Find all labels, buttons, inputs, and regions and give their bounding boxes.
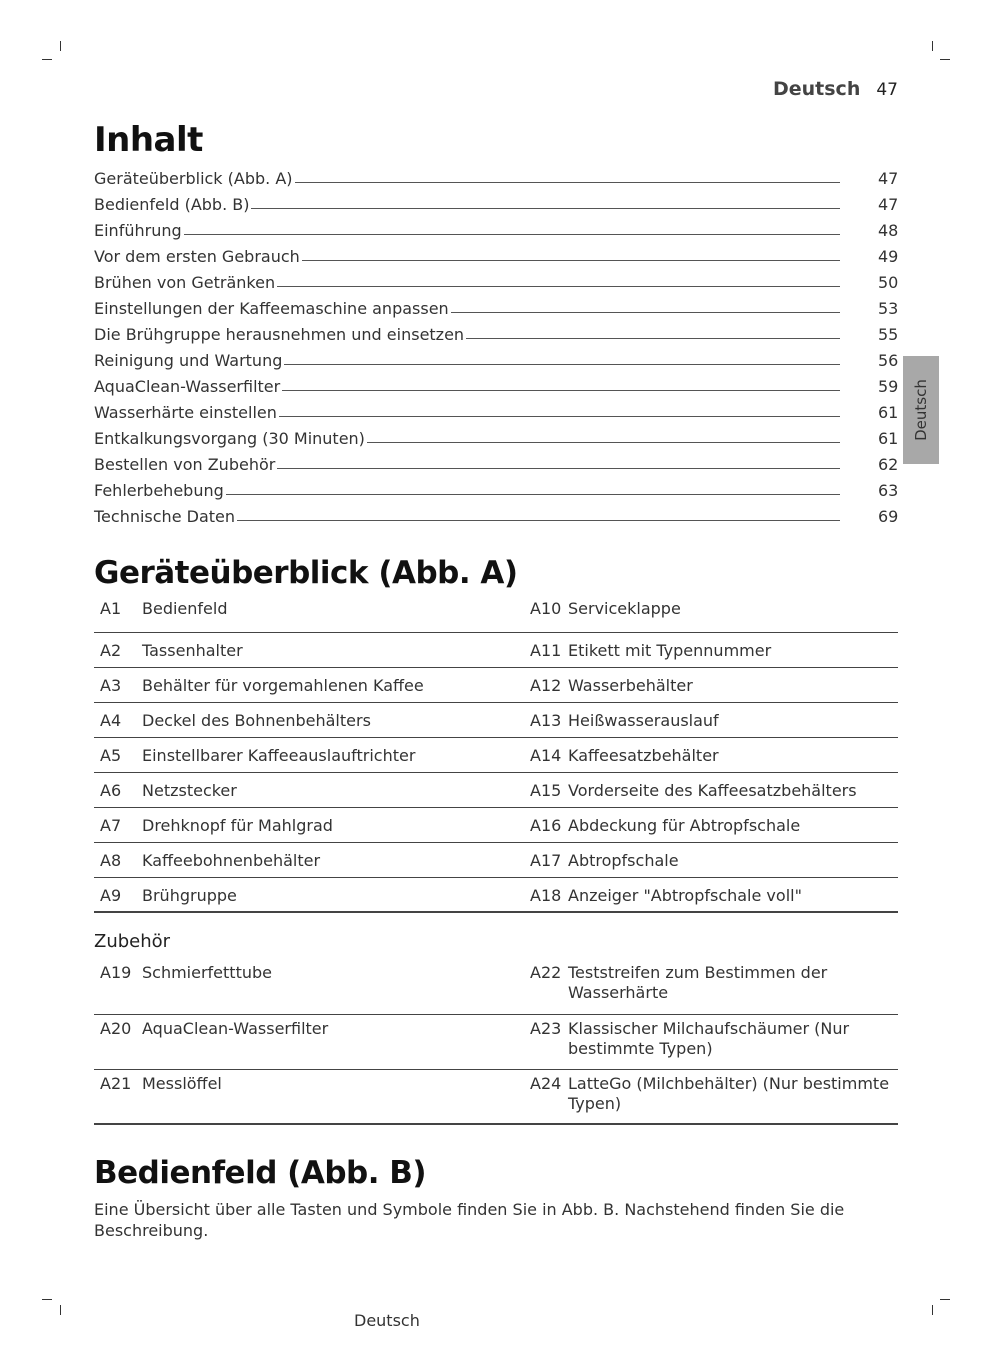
part-description: Netzstecker xyxy=(142,780,237,800)
toc-entry-title: Brühen von Getränken xyxy=(94,273,276,292)
part-description: AquaClean-Wasserfilter xyxy=(142,1018,329,1038)
part-id: A23 xyxy=(530,1018,562,1038)
part-description: Bedienfeld xyxy=(142,599,228,618)
toc-leader xyxy=(279,416,840,417)
control-panel-title: Bedienfeld (Abb. B) xyxy=(94,1155,427,1191)
toc-entry-page: 69 xyxy=(878,507,899,526)
part-description: Tassenhalter xyxy=(142,640,243,660)
toc-entry-title: Wasserhärte einstellen xyxy=(94,403,277,422)
toc-entry-page: 61 xyxy=(878,429,899,448)
part-description: Vorderseite des Kaffeesatzbehälters xyxy=(568,780,857,800)
toc-leader xyxy=(466,338,840,339)
part-id: A2 xyxy=(100,640,122,660)
part-id: A17 xyxy=(530,850,562,870)
overview-title: Geräteüberblick (Abb. A) xyxy=(94,555,518,591)
part-id: A5 xyxy=(100,745,122,765)
table-row xyxy=(94,842,898,877)
table-row xyxy=(94,877,898,912)
part-id: A18 xyxy=(530,885,562,905)
toc-entry xyxy=(94,318,898,344)
part-description: Kaffeebohnenbehälter xyxy=(142,850,321,870)
toc-title: Inhalt xyxy=(94,120,203,160)
part-description: Brühgruppe xyxy=(142,885,237,905)
table-of-contents xyxy=(94,162,898,526)
part-id: A13 xyxy=(530,710,562,730)
toc-entry-page: 47 xyxy=(878,195,899,214)
toc-entry-title: Geräteüberblick (Abb. A) xyxy=(94,169,293,188)
part-id: A20 xyxy=(100,1018,132,1038)
crop-mark xyxy=(932,1305,933,1315)
table-row xyxy=(94,807,898,842)
part-id: A22 xyxy=(530,963,562,982)
toc-entry xyxy=(94,188,898,214)
toc-leader xyxy=(367,442,840,443)
toc-leader xyxy=(295,182,840,183)
toc-leader xyxy=(302,260,840,261)
part-id: A14 xyxy=(530,745,562,765)
crop-mark xyxy=(932,41,933,51)
table-row xyxy=(94,1014,898,1069)
language-side-tab xyxy=(903,356,939,464)
part-description: Wasserbehälter xyxy=(568,675,693,695)
toc-leader xyxy=(284,364,840,365)
part-description: Etikett mit Typennummer xyxy=(568,640,772,660)
toc-entry-page: 61 xyxy=(878,403,899,422)
toc-entry-title: Bedienfeld (Abb. B) xyxy=(94,195,250,214)
part-id: A6 xyxy=(100,780,122,800)
toc-entry-title: Fehlerbehebung xyxy=(94,481,224,500)
part-description: Abdeckung für Abtropfschale xyxy=(568,815,801,835)
header-page-number: 47 xyxy=(876,80,898,100)
overview-table xyxy=(94,597,898,913)
part-description: Anzeiger "Abtropfschale voll" xyxy=(568,885,802,905)
part-id: A3 xyxy=(100,675,122,695)
part-description: Drehknopf für Mahlgrad xyxy=(142,815,333,835)
toc-entry xyxy=(94,162,898,188)
toc-entry-page: 48 xyxy=(878,221,899,240)
side-tab-label: Deutsch xyxy=(912,379,930,441)
toc-entry xyxy=(94,292,898,318)
part-description: Behälter für vorgemahlenen Kaffee xyxy=(142,675,424,695)
part-id: A16 xyxy=(530,815,562,835)
toc-entry-title: AquaClean-Wasserfilter xyxy=(94,377,281,396)
toc-entry-page: 59 xyxy=(878,377,899,396)
part-id: A15 xyxy=(530,780,562,800)
part-id: A8 xyxy=(100,850,122,870)
part-description: Einstellbarer Kaffeeauslauftrichter xyxy=(142,745,416,765)
crop-mark xyxy=(940,1299,950,1300)
control-panel-text: Eine Übersicht über alle Tasten und Symbole finden Sie in Abb. B. Nachstehend finden Sie die Beschreibung. xyxy=(94,1200,845,1240)
part-description: Heißwasserauslauf xyxy=(568,710,719,730)
toc-entry-page: 62 xyxy=(878,455,899,474)
footer-language: Deutsch xyxy=(354,1311,420,1330)
part-id: A19 xyxy=(100,963,132,982)
toc-entry-page: 55 xyxy=(878,325,899,344)
part-id: A1 xyxy=(100,599,122,618)
toc-entry xyxy=(94,240,898,266)
toc-leader xyxy=(282,390,840,391)
toc-entry-title: Entkalkungsvorgang (30 Minuten) xyxy=(94,429,365,448)
header-language: Deutsch xyxy=(772,78,861,100)
accessories-title: Zubehör xyxy=(94,931,171,952)
part-description: Schmierfetttube xyxy=(142,963,272,982)
part-id: A21 xyxy=(100,1073,132,1093)
toc-entry-title: Bestellen von Zubehör xyxy=(94,455,276,474)
toc-entry xyxy=(94,422,898,448)
toc-entry-page: 50 xyxy=(878,273,899,292)
crop-mark xyxy=(940,59,950,60)
part-id: A10 xyxy=(530,599,562,618)
toc-entry-page: 56 xyxy=(878,351,899,370)
table-row xyxy=(94,959,898,1014)
table-row xyxy=(94,737,898,772)
toc-entry-page: 63 xyxy=(878,481,899,500)
toc-entry xyxy=(94,344,898,370)
part-id: A24 xyxy=(530,1073,562,1093)
table-row xyxy=(94,632,898,667)
toc-entry xyxy=(94,266,898,292)
part-description: Deckel des Bohnenbehälters xyxy=(142,710,371,730)
table-row xyxy=(94,597,898,632)
table-row xyxy=(94,667,898,702)
toc-entry-title: Die Brühgruppe herausnehmen und einsetzen xyxy=(94,325,465,344)
toc-leader xyxy=(184,234,840,235)
toc-entry xyxy=(94,448,898,474)
part-id: A9 xyxy=(100,885,122,905)
part-description: Klassischer Milchaufschäumer (Nur bestimmte Typen) xyxy=(568,1018,850,1058)
toc-entry xyxy=(94,500,898,526)
part-description: Kaffeesatzbehälter xyxy=(568,745,719,765)
toc-leader xyxy=(251,208,840,209)
accessories-table xyxy=(94,959,898,1125)
part-description: LatteGo (Milchbehälter) (Nur bestimmte Typen) xyxy=(568,1073,890,1113)
crop-mark xyxy=(60,1305,61,1315)
toc-entry-title: Einstellungen der Kaffeemaschine anpassen xyxy=(94,299,449,318)
toc-entry-title: Reinigung und Wartung xyxy=(94,351,283,370)
table-row xyxy=(94,772,898,807)
table-row xyxy=(94,702,898,737)
toc-leader xyxy=(237,520,840,521)
part-description: Messlöffel xyxy=(142,1073,222,1093)
toc-entry-title: Vor dem ersten Gebrauch xyxy=(94,247,300,266)
part-description: Abtropfschale xyxy=(568,850,679,870)
toc-entry-title: Technische Daten xyxy=(94,507,236,526)
toc-leader xyxy=(277,286,840,287)
toc-entry-page: 49 xyxy=(878,247,899,266)
toc-entry-page: 53 xyxy=(878,299,899,318)
toc-entry xyxy=(94,214,898,240)
toc-entry xyxy=(94,474,898,500)
part-description: Teststreifen zum Bestimmen der Wasserhärte xyxy=(568,963,828,1002)
toc-entry-title: Einführung xyxy=(94,221,182,240)
toc-entry-page: 47 xyxy=(878,169,899,188)
crop-mark xyxy=(60,41,61,51)
part-id: A4 xyxy=(100,710,122,730)
running-header xyxy=(700,78,898,100)
toc-leader xyxy=(277,468,840,469)
part-id: A11 xyxy=(530,640,562,660)
toc-leader xyxy=(451,312,840,313)
part-id: A12 xyxy=(530,675,562,695)
toc-entry xyxy=(94,370,898,396)
crop-mark xyxy=(42,1299,52,1300)
crop-mark xyxy=(42,59,52,60)
toc-leader xyxy=(226,494,840,495)
toc-entry xyxy=(94,396,898,422)
part-id: A7 xyxy=(100,815,122,835)
table-row xyxy=(94,1069,898,1124)
part-description: Serviceklappe xyxy=(568,599,681,618)
